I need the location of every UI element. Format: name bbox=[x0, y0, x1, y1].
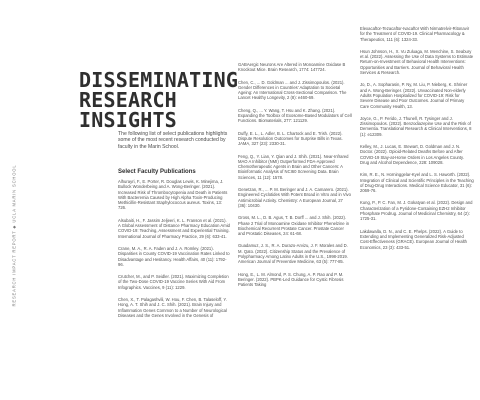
publication-entry bbox=[238, 272, 352, 288]
publication-citation: Kung, P., P. C. Fan, M. J. Gokatyan et al. (2022). Design and Characterization of a Pyridone-Containing EZH2 Inhibitor Phosphate Prodrug. Journal of Medicinal Chemistry, 64 (2): 1725-31. bbox=[360, 200, 473, 222]
publication-entry bbox=[118, 246, 230, 267]
side-running-label-text: RESEARCH IMPACT REPORT ◆ UCLA MARIN SCHOOL bbox=[11, 164, 17, 306]
publication-entry bbox=[360, 144, 474, 165]
publication-entry bbox=[360, 200, 474, 221]
publication-citation: Joyce, G., P. Ferido, J. Thunell, R. Tysinger and J. Zissimopoulos. (2022). Benzodiazepine Use and the Risk of Dementia. Translational Research & Clinical Interventions, 8 (1): e12309. bbox=[360, 115, 472, 137]
publication-citation: Feng, Q., Y. Lian, Y. Qian and J. Shih. (2021). Near-Infrared MAO A Inhibitor (NMI) Outperformed FDA-Approved Chemotherapeutic Agents in Brain and Other Cancers: A Bioinformatic Analysis of NCI60 Screening Data. Brain Sciences, 11 (12): 1578. bbox=[238, 153, 349, 180]
publication-entry bbox=[118, 179, 230, 211]
publication-entry bbox=[118, 297, 230, 318]
publication-entry bbox=[360, 116, 474, 137]
publication-citation: Kim, R. E., N. Horninggelar-Kyel and L. S. Haworth. (2022). Integration of Clinical and Scientific Principles in the Teaching of Drug-Drug Interactions. Medical Science Educator, 31 (6): 2069-76. bbox=[360, 172, 474, 194]
publication-citation: Alhurayri, F., E. Porter, R. Douglas Lewis, K. Minejima, J. Bullock Wonderbeing and A. Wong-Beringer. (2021). Increased Risk of Thrombocytopenia and Death in Patients With Bacteremia Caused by High Alpha Toxin-Producing Methicillin-Resistant Staphylococcus aureus. Toxins, 13: 726. bbox=[118, 179, 228, 211]
publication-entry bbox=[238, 108, 352, 124]
publication-entry bbox=[238, 80, 352, 101]
publication-entry bbox=[238, 154, 352, 180]
publication-citation: Genetzan, R., ... P. M. Beringer and J. A. Camarero. (2021). Engineered Cyclotides With Potent Broad in Vitro and in Vivo Antimicrobial Activity. Chemistry: A European Journal, 27 (36): 10430. bbox=[238, 187, 351, 208]
publication-citation: Crutcher, M., and P. Seidler. (2021). Maximizing Completion of the Two-Dose COVID-19 Vaccine Series With Aid From Infographics. Vaccines, 9 (11): 1229. bbox=[118, 274, 229, 290]
publication-entry bbox=[360, 82, 474, 108]
publication-entry bbox=[238, 215, 352, 236]
publication-citation: Jo, D., A. Sopharasin, P. Ny, M. Liu, P. Nieberg, K. Shriner and A. Wong-Beringer. (2022). Unvaccinated Non-elderly Adults Population Hospitalized for COVID-19: Risk for Severe Disease and Poor Outcomes. Journal of Primary Care Community Health, 13. bbox=[360, 82, 468, 109]
section-heading: Select Faculty Publications bbox=[118, 169, 196, 175]
publication-citation: Chen, X., T. Palagashvili, W. Hou, F. Chen, B. Talaseloff, Y. Hong, A. T. Shih and J. C. Shih. (2021). Brain Injury and Inflammation Genes Common to a Number of Neurological Diseases and the Genes Involved in the Genesis of bbox=[118, 297, 227, 318]
publication-entry bbox=[118, 218, 230, 239]
publication-entry bbox=[238, 62, 352, 73]
intro-paragraph: The following list of select publications highlights some of the most recent research conducted by faculty in the Marin School. bbox=[118, 131, 228, 150]
publication-citation: Chen, C., ... D. Goldman ... and J. Zissimopoulos. (2021). Gender Differences in Countries' Adaptation to Societal Ageing: An International Cross-Sectional Comparison. The Lancet Healthy Longevity, 2 (8): e460-69. bbox=[238, 79, 347, 101]
publication-entry bbox=[360, 172, 474, 193]
publication-entry bbox=[360, 49, 474, 75]
publication-entry bbox=[238, 187, 352, 208]
publication-citation: Kelley, M., J. Lucas, E. Stewart, D. Goldman and J. N. Doctor. (2022). Opioid-Related Deaths Before and After COVID-19 Stay-at-Home Orders in Los Angeles County. Drug and Alcohol Dependence, 228: 109028. bbox=[360, 144, 464, 165]
publication-citation: Guadamuz, J. S., R. A. Durazo-Arvizu, J. F. Morales and D. M. Qato. (2022). Citizenship Status and the Prevalence of Polypharmacy Among Latinx Adults in the U.S., 1998-2019. American Journal of Preventive Medicine, 63 (5): 777-85. bbox=[238, 243, 348, 265]
publication-entry bbox=[238, 131, 352, 147]
publication-entry bbox=[360, 26, 474, 42]
publication-citation: Alsubaiti, H., F. Jassim Jeljeeri, K. L. Franson et al. (2021). A Global Assessment of Distance Pharmacy Education Amid COVID-19: Teaching, Assessment and Experiential Training. International Journal of Pharmacy Practice, 29 (6): 633-41. bbox=[118, 217, 230, 239]
publication-entry bbox=[238, 243, 352, 264]
publication-citation: Hong, E., L. M. Almond, P. S. Chung, A. P. Rao and P. M. Beringer. (2022). PBPK-Led Guidance for Cystic Fibrosis Patients Taking bbox=[238, 271, 344, 288]
publication-column-2 bbox=[238, 62, 352, 396]
publication-column-3 bbox=[360, 26, 474, 396]
publication-citation: Gross, M. L., D. B. Agus, T. B. Dorff ... and J. Shih. (2022). Phase 2 Trial of Monoamine Oxidase Inhibitor Phenelzine in Biochemical Recurrent Prostate Cancer. Prostate Cancer and Prostatic Diseases, 24: 61-68. bbox=[238, 215, 350, 237]
side-running-label bbox=[8, 120, 20, 350]
publication-citation: Crane, M. A., R. A. Faden and J. A. Romley. (2021). Disparities in County COVID-19 Vaccination Rates Linked to Disadvantage and Hesitancy. Health Affairs, 40 (11): 1792-96. bbox=[118, 245, 230, 267]
publication-column-1 bbox=[118, 179, 230, 395]
publication-citation: Lakdawalla, D. N., and C. E. Phelps. (2022). A Guide to Extending and Implementing Generalized Risk-Adjusted Cost-Effectiveness (GRACE). European Journal of Health Economics, 23 (3): 433-51. bbox=[360, 228, 467, 250]
publication-citation: Elexacaftor-Tezacaftor-Ivacaftor With Nirmatrelvir-Ritonavir for the Treatment of COVID-19. Clinical Pharmacology & Therapeutics, 111 (6): 1324-33. bbox=[360, 26, 470, 42]
publication-citation: Hsun Johnson, H., X. Vu Zuluaga, M. Menchine, S. Seabury et al. (2022). Assessing the Use of Data Systems to Estimate Return-on-Investment of Behavioral Health Interventions: Opportunities and Barriers. Journal of Behavioral Health Services & Research. bbox=[360, 48, 474, 76]
page-title: DISSEMINATING RESEARCH INSIGHTS bbox=[79, 68, 239, 132]
publication-entry bbox=[118, 274, 230, 290]
publication-citation: Duffy, E. L., L. Adler, B. L. Chartock and E. Trish. (2022). Dispute Resolution Outcomes for Surprise Bills in Texas. JAMA, 327 (23): 2330-31. bbox=[238, 130, 343, 147]
publication-citation: Cheng, Q., ... Y. Wang, T. Hsu and K. Zhang. (2021). Expanding the Toolbox of Exosome-Based Modulators of Cell Functions. Biomaterials, 277: 121129. bbox=[238, 107, 352, 124]
publication-citation: GABAergic Neurons Are Altered in Monoamine Oxidase B Knockout Mice. Brain Research, 1774: 147724. bbox=[238, 62, 346, 73]
publication-entry bbox=[360, 229, 474, 250]
